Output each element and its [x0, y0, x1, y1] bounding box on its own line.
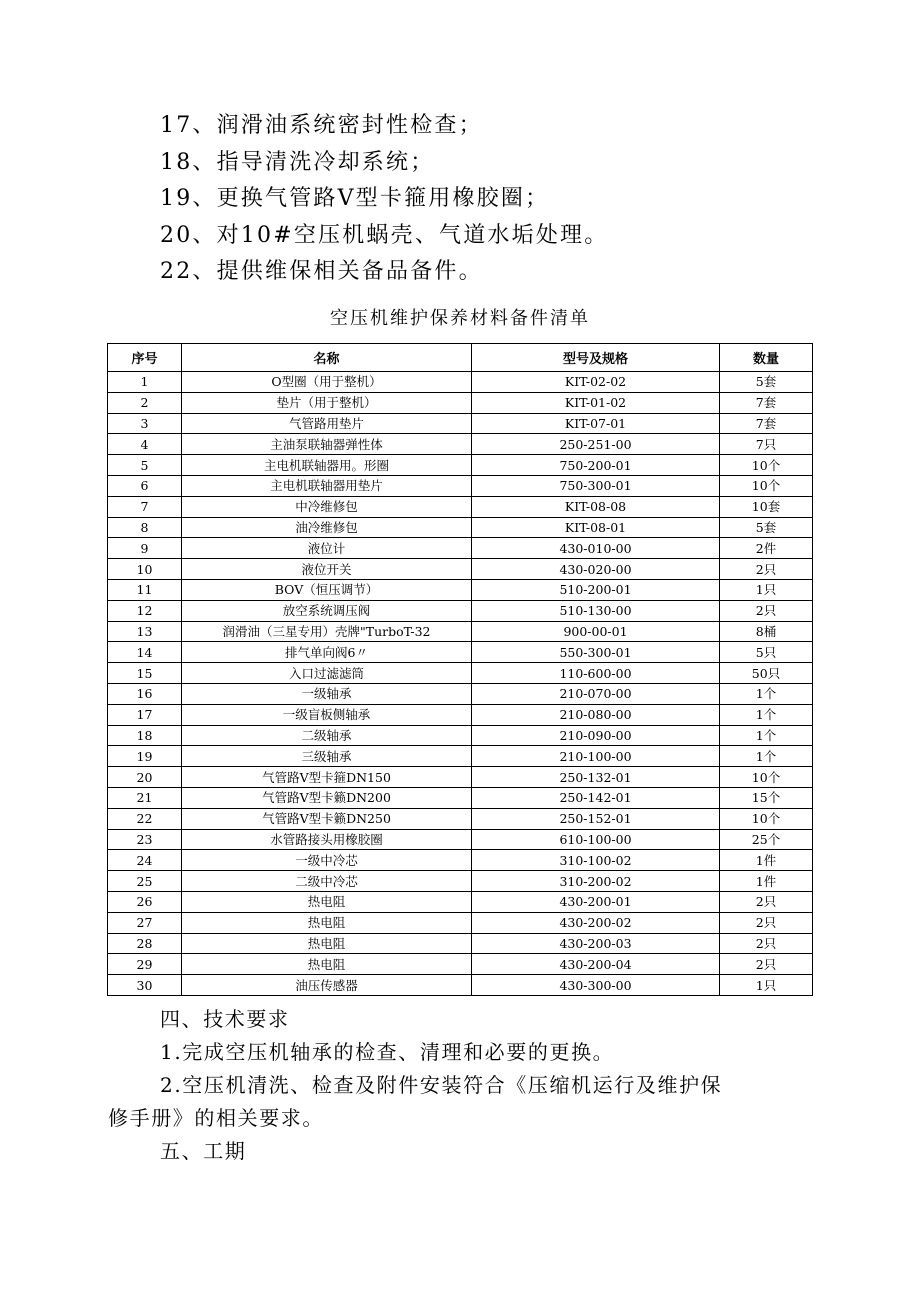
table-row	[108, 891, 813, 912]
cell-model: 610-100-00	[472, 829, 720, 850]
cell-name: 排气单向阀6〃	[182, 642, 472, 663]
header-model: 型号及规格	[472, 344, 720, 372]
cell-quantity: 2只	[720, 891, 813, 912]
table-row	[108, 787, 813, 808]
cell-index: 2	[108, 392, 182, 413]
table-row	[108, 579, 813, 600]
cell-index: 27	[108, 912, 182, 933]
cell-name: 热电阻	[182, 954, 472, 975]
table-row	[108, 538, 813, 559]
cell-index: 14	[108, 642, 182, 663]
cell-name: 液位计	[182, 538, 472, 559]
table-row	[108, 912, 813, 933]
cell-quantity: 2只	[720, 933, 813, 954]
cell-index: 13	[108, 621, 182, 642]
cell-index: 17	[108, 704, 182, 725]
cell-model: 430-020-00	[472, 559, 720, 580]
cell-quantity: 1个	[720, 746, 813, 767]
cell-quantity: 15个	[720, 787, 813, 808]
cell-name: 水管路接头用橡胶圈	[182, 829, 472, 850]
cell-index: 18	[108, 725, 182, 746]
table-row	[108, 746, 813, 767]
cell-index: 21	[108, 787, 182, 808]
cell-name: 气管路V型卡籁DN200	[182, 787, 472, 808]
cell-model: 430-200-04	[472, 954, 720, 975]
cell-quantity: 1只	[720, 579, 813, 600]
cell-name: 一级盲板侧轴承	[182, 704, 472, 725]
cell-model: 210-070-00	[472, 683, 720, 704]
cell-model: 210-100-00	[472, 746, 720, 767]
cell-quantity: 2只	[720, 912, 813, 933]
cell-quantity: 2件	[720, 538, 813, 559]
cell-index: 16	[108, 683, 182, 704]
table-title: 空压机维护保养材料备件清单	[330, 308, 590, 329]
cell-quantity: 25个	[720, 829, 813, 850]
requirement-item-continued: 修手册》的相关要求。	[108, 1106, 324, 1130]
table-row	[108, 413, 813, 434]
cell-index: 1	[108, 372, 182, 393]
cell-quantity: 2只	[720, 954, 813, 975]
cell-index: 12	[108, 600, 182, 621]
cell-index: 26	[108, 891, 182, 912]
cell-index: 5	[108, 455, 182, 476]
cell-name: 油冷维修包	[182, 517, 472, 538]
cell-quantity: 10个	[720, 475, 813, 496]
table-row	[108, 600, 813, 621]
header-index: 序号	[108, 344, 182, 372]
cell-index: 10	[108, 559, 182, 580]
list-item: 22、提供维保相关备品备件。	[160, 259, 483, 284]
section-heading: 四、技术要求	[160, 1007, 290, 1031]
requirements-section	[0, 1003, 920, 1168]
requirement-item: 1.完成空压机轴承的检查、清理和必要的更换。	[160, 1040, 615, 1064]
table-row	[108, 683, 813, 704]
table-row	[108, 621, 813, 642]
cell-model: 430-300-00	[472, 975, 720, 996]
requirement-item: 2.空压机清洗、检查及附件安装符合《压缩机运行及维护保	[160, 1073, 723, 1097]
cell-index: 6	[108, 475, 182, 496]
cell-quantity: 1件	[720, 850, 813, 871]
cell-quantity: 8桶	[720, 621, 813, 642]
cell-model: 210-090-00	[472, 725, 720, 746]
cell-name: 热电阻	[182, 933, 472, 954]
table-row	[108, 517, 813, 538]
cell-index: 15	[108, 663, 182, 684]
cell-quantity: 10个	[720, 808, 813, 829]
cell-model: 750-300-01	[472, 475, 720, 496]
cell-quantity: 10个	[720, 455, 813, 476]
cell-name: 二级轴承	[182, 725, 472, 746]
cell-index: 22	[108, 808, 182, 829]
cell-quantity: 50只	[720, 663, 813, 684]
cell-model: 430-010-00	[472, 538, 720, 559]
table-row	[108, 475, 813, 496]
cell-model: KIT-08-01	[472, 517, 720, 538]
cell-model: 250-142-01	[472, 787, 720, 808]
cell-model: 430-200-01	[472, 891, 720, 912]
cell-index: 23	[108, 829, 182, 850]
cell-model: 430-200-02	[472, 912, 720, 933]
table-header-row	[108, 344, 813, 372]
cell-index: 3	[108, 413, 182, 434]
cell-index: 9	[108, 538, 182, 559]
cell-quantity: 5套	[720, 372, 813, 393]
cell-name: 三级轴承	[182, 746, 472, 767]
table-row	[108, 933, 813, 954]
cell-model: 250-132-01	[472, 767, 720, 788]
cell-quantity: 2只	[720, 600, 813, 621]
list-item: 17、润滑油系统密封性检查；	[160, 113, 483, 138]
table-row	[108, 954, 813, 975]
cell-quantity: 2只	[720, 559, 813, 580]
cell-name: 垫片（用于整机）	[182, 392, 472, 413]
cell-index: 24	[108, 850, 182, 871]
cell-index: 30	[108, 975, 182, 996]
table-body	[108, 372, 813, 996]
cell-name: 润滑油（三星专用）壳牌"TurboT-32	[182, 621, 472, 642]
cell-model: KIT-01-02	[472, 392, 720, 413]
cell-model: 210-080-00	[472, 704, 720, 725]
header-name: 名称	[182, 344, 472, 372]
cell-model: KIT-08-08	[472, 496, 720, 517]
cell-name: O型圈（用于整机）	[182, 372, 472, 393]
cell-model: KIT-07-01	[472, 413, 720, 434]
cell-index: 28	[108, 933, 182, 954]
cell-name: 一级轴承	[182, 683, 472, 704]
cell-index: 11	[108, 579, 182, 600]
cell-model: 310-200-02	[472, 871, 720, 892]
cell-quantity: 5套	[720, 517, 813, 538]
table-row	[108, 455, 813, 476]
cell-model: 750-200-01	[472, 455, 720, 476]
table-row	[108, 767, 813, 788]
cell-model: 510-200-01	[472, 579, 720, 600]
cell-quantity: 1个	[720, 704, 813, 725]
cell-quantity: 7套	[720, 413, 813, 434]
cell-index: 29	[108, 954, 182, 975]
table-row	[108, 434, 813, 455]
cell-name: 一级中冷芯	[182, 850, 472, 871]
cell-index: 4	[108, 434, 182, 455]
cell-name: 放空系统调压阀	[182, 600, 472, 621]
cell-index: 7	[108, 496, 182, 517]
table-row	[108, 392, 813, 413]
cell-name: BOV（恒压调节）	[182, 579, 472, 600]
cell-name: 油压传感器	[182, 975, 472, 996]
cell-model: 110-600-00	[472, 663, 720, 684]
section-heading: 五、工期	[160, 1139, 247, 1163]
cell-quantity: 7套	[720, 392, 813, 413]
cell-index: 8	[108, 517, 182, 538]
cell-quantity: 5只	[720, 642, 813, 663]
cell-model: KIT-02-02	[472, 372, 720, 393]
cell-quantity: 10套	[720, 496, 813, 517]
cell-model: 430-200-03	[472, 933, 720, 954]
cell-name: 气管路V型卡籁DN250	[182, 808, 472, 829]
header-quantity: 数量	[720, 344, 813, 372]
cell-name: 主油泵联轴器弹性体	[182, 434, 472, 455]
table-row	[108, 829, 813, 850]
cell-name: 主电机联轴器用垫片	[182, 475, 472, 496]
cell-index: 19	[108, 746, 182, 767]
cell-name: 气管路V型卡箍DN150	[182, 767, 472, 788]
table-row	[108, 372, 813, 393]
table-row	[108, 850, 813, 871]
table-row	[108, 704, 813, 725]
table-row	[108, 808, 813, 829]
cell-model: 510-130-00	[472, 600, 720, 621]
cell-model: 310-100-02	[472, 850, 720, 871]
table-row	[108, 496, 813, 517]
cell-name: 液位开关	[182, 559, 472, 580]
table-row	[108, 725, 813, 746]
cell-quantity: 1个	[720, 725, 813, 746]
maintenance-item-list	[160, 108, 608, 291]
cell-quantity: 1个	[720, 683, 813, 704]
list-item: 19、更换气管路V型卡箍用橡胶圈；	[160, 186, 550, 211]
table-row	[108, 871, 813, 892]
cell-name: 气管路用垫片	[182, 413, 472, 434]
cell-quantity: 1只	[720, 975, 813, 996]
table-row	[108, 642, 813, 663]
table-row	[108, 559, 813, 580]
cell-name: 入口过滤滤筒	[182, 663, 472, 684]
cell-name: 热电阻	[182, 891, 472, 912]
cell-name: 主电机联轴器用。形圈	[182, 455, 472, 476]
table-row	[108, 663, 813, 684]
table-row	[108, 975, 813, 996]
cell-quantity: 10个	[720, 767, 813, 788]
cell-model: 250-152-01	[472, 808, 720, 829]
list-item: 18、指导清洗冷却系统；	[160, 149, 435, 175]
cell-name: 热电阻	[182, 912, 472, 933]
list-item: 20、对10#空压机蜗壳、气道水垢处理。	[160, 222, 609, 248]
cell-quantity: 7只	[720, 434, 813, 455]
cell-index: 25	[108, 871, 182, 892]
cell-model: 550-300-01	[472, 642, 720, 663]
cell-name: 中冷维修包	[182, 496, 472, 517]
cell-quantity: 1件	[720, 871, 813, 892]
cell-name: 二级中冷芯	[182, 871, 472, 892]
cell-model: 900-00-01	[472, 621, 720, 642]
cell-index: 20	[108, 767, 182, 788]
cell-model: 250-251-00	[472, 434, 720, 455]
parts-table	[107, 343, 813, 996]
